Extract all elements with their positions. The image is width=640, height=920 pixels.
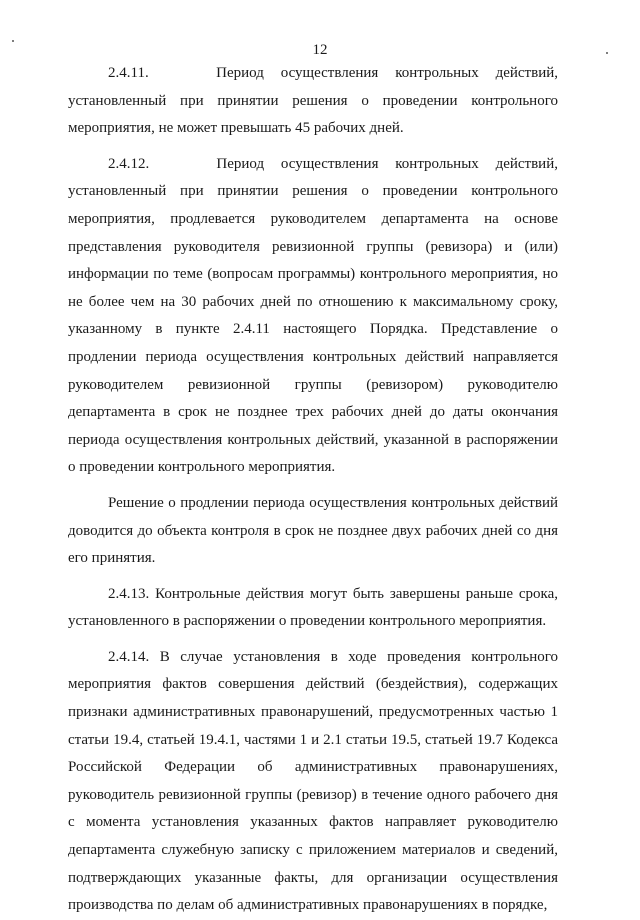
paragraph-2-4-11: 2.4.11. Период осуществления контрольных действий, установленный при принятии решения о проведении контрольного мероприятия, не может превышать 45 рабочих дней. — [68, 65, 558, 137]
document-body — [68, 60, 558, 920]
scan-speck — [606, 52, 608, 54]
page-number: 12 — [312, 42, 328, 58]
paragraph-extension-decision: Решение о продлении периода осуществления контрольных действий доводится до объекта контроля в срок не позднее двух рабочих дней со дня его принятия. — [68, 494, 558, 567]
paragraph-2-4-12: 2.4.12. Период осуществления контрольных действий, установленный при принятии решения о проведении контрольного мероприятия, продлевается руководителем департамента на основе представления руководителя ревизионной группы (ревизора) и (или) информации по теме (вопросам программы) контрольного мероприятия, но не более чем на 30 рабочих дней по отношению к максимальному сроку, указанному в пункте 2.4.11 настоящего Порядка. Представление о продлении периода осуществления контрольных действий направляется руководителем ревизионной группы (ревизором) руководителю департамента в срок не позднее трех рабочих дней до даты окончания периода осуществления контрольных действий, указанной в распоряжении о проведении контрольного мероприятия. — [68, 155, 558, 476]
paragraph-2-4-13: 2.4.13. Контрольные действия могут быть завершены раньше срока, установленного в распоряжении о проведении контрольного мероприятия. — [68, 585, 558, 630]
paragraph-2-4-14: 2.4.14. В случае установления в ходе проведения контрольного мероприятия фактов совершения действий (бездействия), содержащих признаки административных правонарушений, предусмотренных частью 1 статьи 19.4, статьей 19.4.1, частями 1 и 2.1 статьи 19.5, статьей 19.7 Кодекса Российской Федерации об административных правонарушениях, руководитель ревизионной группы (ревизор) в течение одного рабочего дня с момента установления указанных фактов направляет руководителю департамента служебную записку с приложением материалов и сведений, подтверждающих указанные факты, для организации осуществления производства по делам об административных правонарушениях в порядке, — [68, 648, 558, 914]
scan-speck — [12, 40, 14, 42]
